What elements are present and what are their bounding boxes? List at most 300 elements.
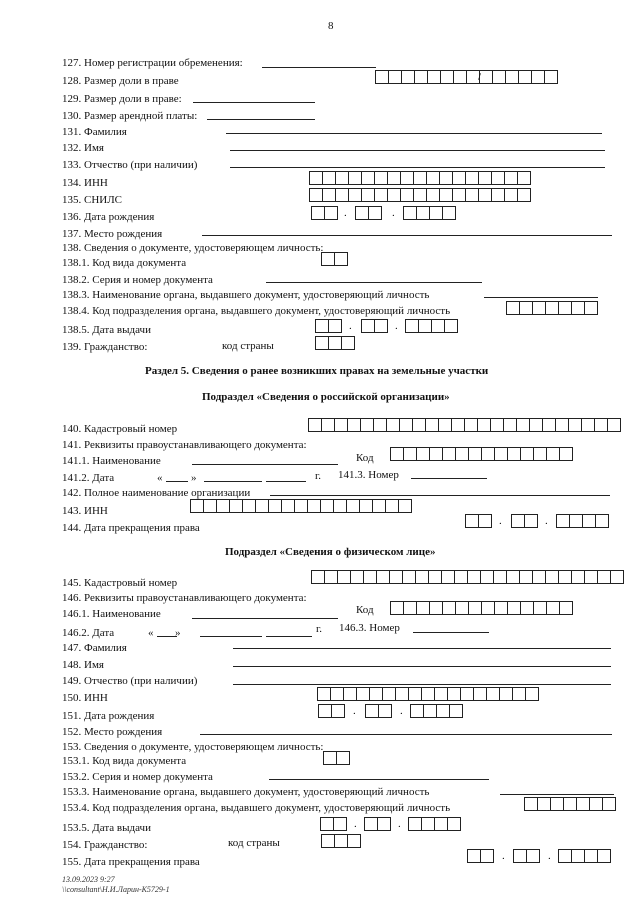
field-150-label: 150. ИНН (62, 692, 108, 704)
input-cell[interactable] (421, 817, 435, 831)
input-cell[interactable] (525, 687, 539, 701)
field-153-4-cells[interactable] (524, 797, 615, 811)
input-cell[interactable] (347, 834, 361, 848)
input-cell[interactable] (545, 570, 559, 584)
input-cell[interactable] (441, 570, 455, 584)
input-cell[interactable] (398, 499, 412, 513)
input-cell[interactable] (190, 499, 204, 513)
input-cell[interactable] (505, 70, 519, 84)
input-cell[interactable] (315, 336, 329, 350)
field-136-day[interactable] (311, 206, 337, 220)
date-dot: . (344, 207, 347, 219)
input-cell[interactable] (594, 418, 608, 432)
input-cell[interactable] (399, 418, 413, 432)
input-cell[interactable] (343, 687, 357, 701)
input-cell[interactable] (486, 687, 500, 701)
input-cell[interactable] (341, 336, 355, 350)
input-cell[interactable] (418, 319, 432, 333)
input-cell[interactable] (517, 171, 531, 185)
input-cell[interactable] (360, 418, 374, 432)
field-136-month[interactable] (355, 206, 381, 220)
input-cell[interactable] (348, 188, 362, 202)
input-cell[interactable] (321, 418, 335, 432)
input-cell[interactable] (311, 570, 325, 584)
input-cell[interactable] (317, 687, 331, 701)
field-141-2-year-line[interactable] (266, 481, 306, 482)
field-130-line[interactable] (207, 119, 315, 120)
input-cell[interactable] (464, 418, 478, 432)
input-cell[interactable] (242, 499, 256, 513)
input-cell[interactable] (413, 171, 427, 185)
input-cell[interactable] (504, 188, 518, 202)
input-cell[interactable] (558, 849, 572, 863)
input-cell[interactable] (499, 687, 513, 701)
input-cell[interactable] (524, 797, 538, 811)
field-141-2-month-line[interactable] (204, 481, 262, 482)
input-cell[interactable] (532, 570, 546, 584)
input-cell[interactable] (425, 418, 439, 432)
input-cell[interactable] (395, 687, 409, 701)
input-cell[interactable] (328, 319, 342, 333)
input-cell[interactable] (415, 570, 429, 584)
input-cell[interactable] (436, 704, 450, 718)
input-cell[interactable] (375, 70, 389, 84)
input-cell[interactable] (414, 70, 428, 84)
field-146-code-cells[interactable] (390, 601, 572, 615)
input-cell[interactable] (356, 687, 370, 701)
input-cell[interactable] (389, 570, 403, 584)
field-143-cells[interactable] (190, 499, 411, 513)
input-cell[interactable] (369, 687, 383, 701)
input-cell[interactable] (318, 704, 332, 718)
field-155-day[interactable] (467, 849, 493, 863)
field-153-1-cells[interactable] (323, 751, 349, 765)
input-cell[interactable] (334, 418, 348, 432)
field-155-year[interactable] (558, 849, 610, 863)
field-144-year[interactable] (556, 514, 608, 528)
input-cell[interactable] (568, 418, 582, 432)
input-cell[interactable] (556, 514, 570, 528)
input-cell[interactable] (447, 817, 461, 831)
input-cell[interactable] (491, 171, 505, 185)
field-146-1-line[interactable] (192, 618, 338, 619)
input-cell[interactable] (361, 171, 375, 185)
input-cell[interactable] (408, 687, 422, 701)
field-153-2-line[interactable] (269, 779, 489, 780)
field-146-3-line[interactable] (413, 632, 489, 633)
input-cell[interactable] (493, 570, 507, 584)
field-154-cells[interactable] (321, 834, 360, 848)
input-cell[interactable] (281, 499, 295, 513)
field-141-2-day-line[interactable] (166, 481, 188, 482)
input-cell[interactable] (416, 447, 430, 461)
input-cell[interactable] (597, 570, 611, 584)
field-144-month[interactable] (511, 514, 537, 528)
input-cell[interactable] (571, 849, 585, 863)
input-cell[interactable] (468, 447, 482, 461)
input-cell[interactable] (447, 687, 461, 701)
input-cell[interactable] (320, 817, 334, 831)
input-cell[interactable] (465, 171, 479, 185)
input-cell[interactable] (216, 499, 230, 513)
input-cell[interactable] (439, 171, 453, 185)
input-cell[interactable] (431, 319, 445, 333)
input-cell[interactable] (374, 171, 388, 185)
input-cell[interactable] (569, 514, 583, 528)
input-cell[interactable] (386, 418, 400, 432)
input-cell[interactable] (460, 687, 474, 701)
input-cell[interactable] (229, 499, 243, 513)
input-cell[interactable] (334, 252, 348, 266)
input-cell[interactable] (477, 418, 491, 432)
input-cell[interactable] (429, 206, 443, 220)
field-140-cells[interactable] (308, 418, 620, 432)
input-cell[interactable] (516, 418, 530, 432)
field-129-line[interactable] (193, 102, 315, 103)
input-cell[interactable] (309, 188, 323, 202)
date-dot: . (400, 705, 403, 717)
input-cell[interactable] (374, 188, 388, 202)
input-cell[interactable] (491, 188, 505, 202)
field-146-2-label: 146.2. Дата (62, 627, 115, 639)
input-cell[interactable] (324, 206, 338, 220)
input-cell[interactable] (321, 252, 335, 266)
field-142-line[interactable] (270, 495, 610, 496)
field-132-line[interactable] (230, 150, 605, 151)
input-cell[interactable] (373, 418, 387, 432)
input-cell[interactable] (405, 319, 419, 333)
input-cell[interactable] (337, 570, 351, 584)
input-cell[interactable] (444, 319, 458, 333)
input-cell[interactable] (426, 188, 440, 202)
input-cell[interactable] (513, 849, 527, 863)
field-153-5-day[interactable] (320, 817, 346, 831)
input-cell[interactable] (335, 188, 349, 202)
input-cell[interactable] (512, 687, 526, 701)
input-cell[interactable] (320, 499, 334, 513)
input-cell[interactable] (584, 570, 598, 584)
input-cell[interactable] (455, 601, 469, 615)
input-cell[interactable] (490, 418, 504, 432)
input-cell[interactable] (452, 188, 466, 202)
input-cell[interactable] (268, 499, 282, 513)
input-cell[interactable] (426, 171, 440, 185)
input-cell[interactable] (506, 301, 520, 315)
field-145-cells[interactable] (311, 570, 623, 584)
input-cell[interactable] (400, 188, 414, 202)
input-cell[interactable] (323, 751, 337, 765)
input-cell[interactable] (361, 319, 375, 333)
field-141-code-cells[interactable] (390, 447, 572, 461)
input-cell[interactable] (428, 570, 442, 584)
input-cell[interactable] (546, 447, 560, 461)
input-cell[interactable] (413, 188, 427, 202)
input-cell[interactable] (524, 514, 538, 528)
input-cell[interactable] (328, 336, 342, 350)
field-138-5-year[interactable] (405, 319, 457, 333)
input-cell[interactable] (481, 601, 495, 615)
input-cell[interactable] (429, 601, 443, 615)
input-cell[interactable] (584, 849, 598, 863)
input-cell[interactable] (331, 704, 345, 718)
input-cell[interactable] (506, 570, 520, 584)
input-cell[interactable] (364, 817, 378, 831)
input-cell[interactable] (576, 797, 590, 811)
input-cell[interactable] (479, 70, 493, 84)
input-cell[interactable] (584, 301, 598, 315)
input-cell[interactable] (494, 447, 508, 461)
field-150-cells[interactable] (317, 687, 538, 701)
input-cell[interactable] (334, 834, 348, 848)
input-cell[interactable] (359, 499, 373, 513)
input-cell[interactable] (421, 687, 435, 701)
input-cell[interactable] (309, 171, 323, 185)
input-cell[interactable] (403, 601, 417, 615)
input-cell[interactable] (494, 601, 508, 615)
input-cell[interactable] (355, 206, 369, 220)
input-cell[interactable] (518, 70, 532, 84)
input-cell[interactable] (492, 70, 506, 84)
input-cell[interactable] (468, 601, 482, 615)
input-cell[interactable] (308, 418, 322, 432)
input-cell[interactable] (346, 499, 360, 513)
quote-close: » (175, 627, 181, 639)
field-146-2-day-line[interactable] (157, 636, 177, 637)
input-cell[interactable] (610, 570, 624, 584)
input-cell[interactable] (374, 319, 388, 333)
input-cell[interactable] (478, 514, 492, 528)
input-cell[interactable] (533, 601, 547, 615)
input-cell[interactable] (382, 687, 396, 701)
input-cell[interactable] (559, 601, 573, 615)
input-cell[interactable] (330, 687, 344, 701)
field-138-5-month[interactable] (361, 319, 387, 333)
input-cell[interactable] (455, 447, 469, 461)
input-cell[interactable] (607, 418, 621, 432)
input-cell[interactable] (465, 188, 479, 202)
field-155-month[interactable] (513, 849, 539, 863)
input-cell[interactable] (507, 447, 521, 461)
input-cell[interactable] (438, 418, 452, 432)
input-cell[interactable] (517, 188, 531, 202)
input-cell[interactable] (372, 499, 386, 513)
input-cell[interactable] (321, 834, 335, 848)
input-cell[interactable] (368, 206, 382, 220)
input-cell[interactable] (504, 171, 518, 185)
field-139-cells[interactable] (315, 336, 354, 350)
input-cell[interactable] (480, 849, 494, 863)
field-151-month[interactable] (365, 704, 391, 718)
input-cell[interactable] (537, 797, 551, 811)
input-cell[interactable] (449, 704, 463, 718)
input-cell[interactable] (365, 704, 379, 718)
input-cell[interactable] (451, 418, 465, 432)
input-cell[interactable] (571, 301, 585, 315)
input-cell[interactable] (255, 499, 269, 513)
field-128-cells[interactable] (375, 70, 557, 84)
input-cell[interactable] (387, 188, 401, 202)
input-cell[interactable] (440, 70, 454, 84)
input-cell[interactable] (545, 301, 559, 315)
input-cell[interactable] (478, 188, 492, 202)
field-153-3-line[interactable] (500, 794, 614, 795)
input-cell[interactable] (563, 797, 577, 811)
input-cell[interactable] (335, 171, 349, 185)
input-cell[interactable] (503, 418, 517, 432)
input-cell[interactable] (403, 447, 417, 461)
input-cell[interactable] (434, 687, 448, 701)
field-138-1-cells[interactable] (321, 252, 347, 266)
field-146-2-year-line[interactable] (266, 636, 312, 637)
input-cell[interactable] (311, 206, 325, 220)
quote-open: « (148, 627, 154, 639)
input-cell[interactable] (203, 499, 217, 513)
input-cell[interactable] (402, 570, 416, 584)
field-135-cells[interactable] (309, 188, 530, 202)
input-cell[interactable] (467, 570, 481, 584)
input-cell[interactable] (403, 206, 417, 220)
input-cell[interactable] (559, 447, 573, 461)
input-cell[interactable] (589, 797, 603, 811)
input-cell[interactable] (336, 751, 350, 765)
input-cell[interactable] (550, 797, 564, 811)
input-cell[interactable] (390, 601, 404, 615)
input-cell[interactable] (400, 171, 414, 185)
input-cell[interactable] (520, 447, 534, 461)
field-153-1-label: 153.1. Код вида документа (62, 755, 187, 767)
field-138-5-day[interactable] (315, 319, 341, 333)
input-cell[interactable] (333, 817, 347, 831)
input-cell[interactable] (526, 849, 540, 863)
field-149-line[interactable] (233, 684, 611, 685)
input-cell[interactable] (452, 171, 466, 185)
input-cell[interactable] (387, 171, 401, 185)
input-cell[interactable] (481, 447, 495, 461)
input-cell[interactable] (408, 817, 422, 831)
field-146-2-month-line[interactable] (200, 636, 262, 637)
field-129-label: 129. Размер доли в праве: (62, 93, 182, 105)
input-cell[interactable] (581, 418, 595, 432)
input-cell[interactable] (555, 418, 569, 432)
field-134-cells[interactable] (309, 171, 530, 185)
input-cell[interactable] (544, 70, 558, 84)
input-cell[interactable] (519, 301, 533, 315)
field-141-3-line[interactable] (411, 478, 487, 479)
field-153-5-month[interactable] (364, 817, 390, 831)
input-cell[interactable] (595, 514, 609, 528)
field-152-line[interactable] (200, 734, 612, 735)
input-cell[interactable] (465, 514, 479, 528)
input-cell[interactable] (597, 849, 611, 863)
input-cell[interactable] (582, 514, 596, 528)
field-141-1-line[interactable] (192, 464, 338, 465)
input-cell[interactable] (333, 499, 347, 513)
input-cell[interactable] (410, 704, 424, 718)
field-136-year[interactable] (403, 206, 455, 220)
input-cell[interactable] (412, 418, 426, 432)
input-cell[interactable] (558, 570, 572, 584)
field-138-2-line[interactable] (266, 282, 482, 283)
field-138-3-line[interactable] (484, 297, 598, 298)
field-137-line[interactable] (202, 235, 612, 236)
input-cell[interactable] (423, 704, 437, 718)
input-cell[interactable] (529, 418, 543, 432)
input-cell[interactable] (442, 447, 456, 461)
field-133-line[interactable] (230, 167, 605, 168)
input-cell[interactable] (454, 570, 468, 584)
input-cell[interactable] (558, 301, 572, 315)
input-cell[interactable] (315, 319, 329, 333)
input-cell[interactable] (416, 206, 430, 220)
date-dot: . (548, 850, 551, 862)
field-138-3-label: 138.3. Наименование органа, выдавшего документ, удостоверяющий личность (62, 289, 430, 301)
input-cell[interactable] (322, 188, 336, 202)
input-cell[interactable] (385, 499, 399, 513)
input-cell[interactable] (480, 570, 494, 584)
input-cell[interactable] (390, 447, 404, 461)
input-cell[interactable] (434, 817, 448, 831)
input-cell[interactable] (507, 601, 521, 615)
field-147-line[interactable] (233, 648, 611, 649)
field-151-year[interactable] (410, 704, 462, 718)
input-cell[interactable] (378, 704, 392, 718)
input-cell[interactable] (467, 849, 481, 863)
input-cell[interactable] (427, 70, 441, 84)
input-cell[interactable] (453, 70, 467, 84)
input-cell[interactable] (531, 70, 545, 84)
input-cell[interactable] (602, 797, 616, 811)
field-131-line[interactable] (226, 133, 602, 134)
input-cell[interactable] (532, 301, 546, 315)
field-144-day[interactable] (465, 514, 491, 528)
input-cell[interactable] (520, 601, 534, 615)
input-cell[interactable] (473, 687, 487, 701)
field-139-code-label: код страны (222, 340, 274, 352)
field-153-5-year[interactable] (408, 817, 460, 831)
input-cell[interactable] (546, 601, 560, 615)
field-151-day[interactable] (318, 704, 344, 718)
field-148-line[interactable] (233, 666, 611, 667)
input-cell[interactable] (377, 817, 391, 831)
input-cell[interactable] (519, 570, 533, 584)
input-cell[interactable] (571, 570, 585, 584)
input-cell[interactable] (322, 171, 336, 185)
input-cell[interactable] (401, 70, 415, 84)
input-cell[interactable] (376, 570, 390, 584)
input-cell[interactable] (442, 206, 456, 220)
input-cell[interactable] (348, 171, 362, 185)
input-cell[interactable] (511, 514, 525, 528)
input-cell[interactable] (416, 601, 430, 615)
input-cell[interactable] (542, 418, 556, 432)
input-cell[interactable] (533, 447, 547, 461)
input-cell[interactable] (350, 570, 364, 584)
input-cell[interactable] (363, 570, 377, 584)
input-cell[interactable] (294, 499, 308, 513)
input-cell[interactable] (347, 418, 361, 432)
input-cell[interactable] (324, 570, 338, 584)
input-cell[interactable] (478, 171, 492, 185)
field-138-4-cells[interactable] (506, 301, 597, 315)
input-cell[interactable] (429, 447, 443, 461)
input-cell[interactable] (388, 70, 402, 84)
field-127-line[interactable] (262, 67, 376, 68)
input-cell[interactable] (439, 188, 453, 202)
input-cell[interactable] (307, 499, 321, 513)
input-cell[interactable] (361, 188, 375, 202)
field-141-2-label: 141.2. Дата (62, 472, 115, 484)
input-cell[interactable] (442, 601, 456, 615)
